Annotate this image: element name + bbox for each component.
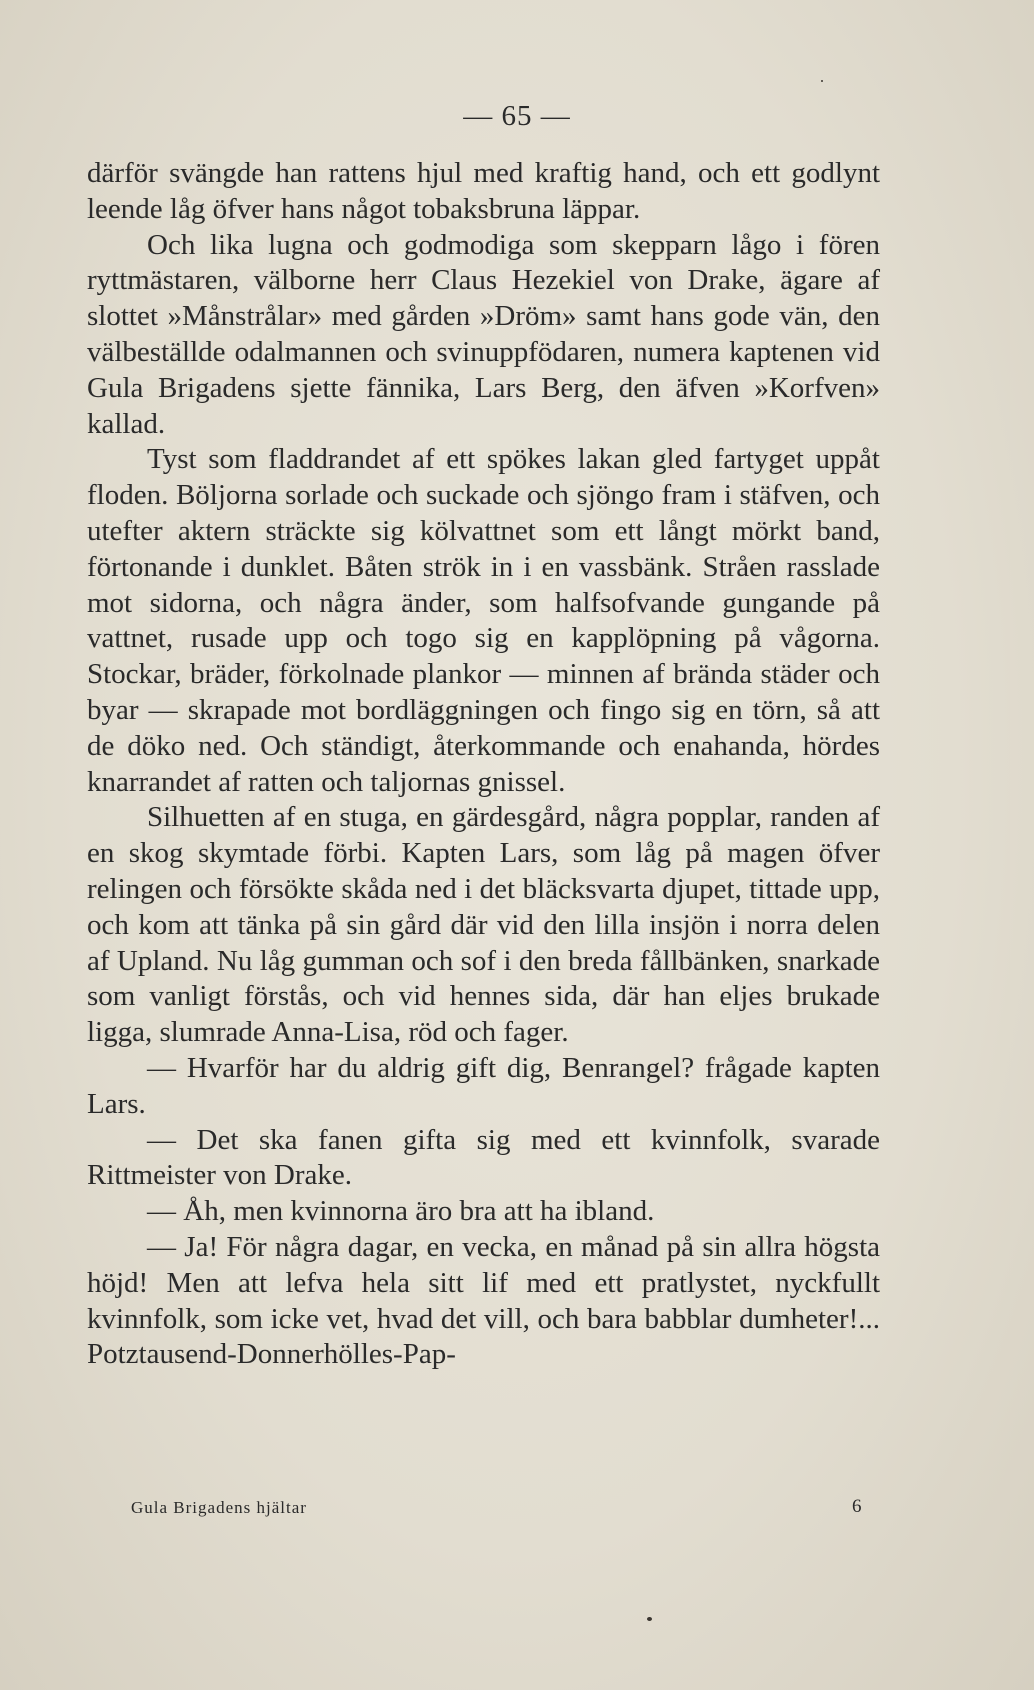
footer-book-title: Gula Brigadens hjältar — [131, 1498, 307, 1517]
paragraph: därför svängde han rattens hjul med kraftig hand, och ett godlynt leende låg öfver hans något tobaksbruna läppar. — [87, 157, 880, 225]
ink-speck — [821, 80, 823, 82]
dialogue-line: — Det ska fanen gifta sig med ett kvinnfolk, svarade Rittmeister von Drake. — [87, 1123, 880, 1192]
paragraph: Tyst som fladdrandet af ett spökes lakan gled fartyget uppåt floden. Böljorna sorlade och suckade och sjöngo fram i stäfven, och utefter aktern sträckte sig kölvattnet som ett långt mörkt band, förtonande i dunklet. Båten strök in i en vassbänk. Stråen rasslade mot sidorna, och några änder, som halfsofvande gungande på vattnet, rusade upp och togo sig en kapplöpning på vågorna. Stockar, bräder, förkolnade plankor — minnen af brända städer och byar — skrapade mot bordläggningen och fingo sig en törn, så att de döko ned. Och ständigt, återkommande och enahanda, hördes knarrandet af ratten och taljornas gnissel. — [87, 443, 880, 798]
dialogue-line: — Åh, men kvinnorna äro bra att ha ibland. — [147, 1195, 655, 1228]
dialogue-line: — Ja! För några dagar, en vecka, en månad på sin allra högsta höjd! Men att lefva hela sitt lif med ett pratlystet, nyckfullt kvinnfolk, som icke vet, hvad det vill, och bara babblar dumheter!... Potztausend-Donnerhölles-Pap- — [87, 1230, 880, 1371]
paragraph: Silhuetten af en stuga, en gärdesgård, några popplar, randen af en skog skymtade förbi. Kapten Lars, som låg på magen öfver relingen och försökte skåda ned i det bläcksvarta djupet, tittade upp, och kom att tänka på sin gård där vid den lilla insjön i norra delen af Upland. Nu låg gumman och sof i den breda fållbänken, snarkade som vanligt förstås, och vid hennes sida, där han eljes brukade ligga, slumrade Anna-Lisa, röd och fager. — [87, 801, 880, 1049]
paragraph: Och lika lugna och godmodiga som skepparn lågo i fören ryttmästaren, välborne herr Claus Hezekiel von Drake, ägare af slottet »Månstrålar» med gården »Dröm» samt hans gode vän, den välbeställde odalmannen och svinuppfödaren, numera kaptenen vid Gula Brigadens sjette fännika, Lars Berg, den äfven »Korfven» kallad. — [87, 228, 880, 440]
footer-signature-mark: 6 — [852, 1496, 862, 1517]
body-text — [87, 156, 880, 1373]
dialogue-line: — Hvarför har du aldrig gift dig, Benrangel? frågade kapten Lars. — [87, 1051, 880, 1120]
ink-speck — [647, 1617, 652, 1621]
page-number: — 65 — — [463, 100, 571, 132]
